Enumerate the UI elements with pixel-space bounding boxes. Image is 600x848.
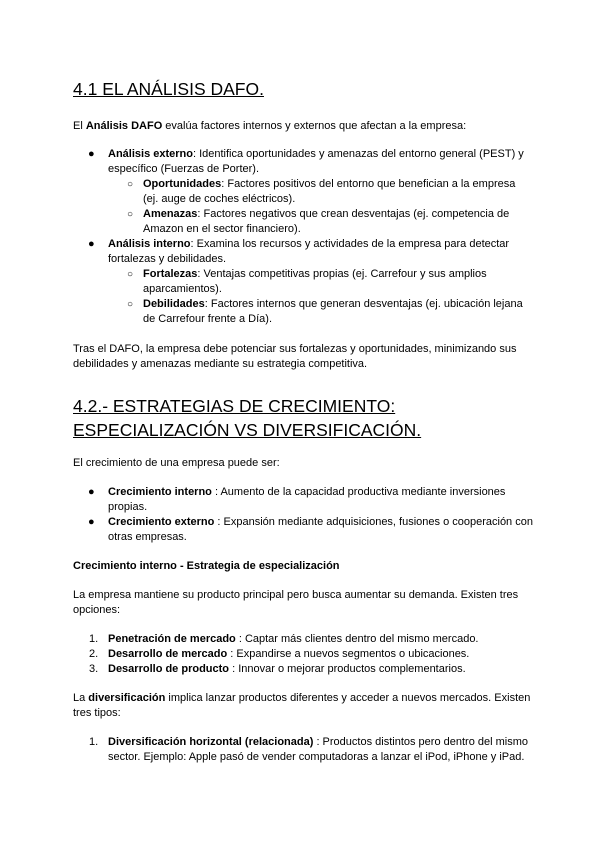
list-item-desarrollo-producto: 3. Desarrollo de producto : Innovar o mejorar productos complementarios. xyxy=(89,663,466,675)
list-item-desarrollo-mercado: 2. Desarrollo de mercado : Expandirse a nuevos segmentos o ubicaciones. xyxy=(89,648,470,660)
list-item-analisis-externo: ● Análisis externo: Identifica oportunidades y amenazas del entorno general (PEST) y específico (Fuerzas de Porter). xyxy=(88,148,524,175)
bullet-icon: ● xyxy=(88,148,95,160)
circle-bullet-icon: ○ xyxy=(127,209,134,220)
growth-intro: El crecimiento de una empresa puede ser: xyxy=(73,457,280,469)
dafo-intro: El Análisis DAFO evalúa factores internos y externos que afectan a la empresa: xyxy=(73,120,467,132)
circle-bullet-icon: ○ xyxy=(127,299,134,310)
section-title-estrategias: 4.2.- ESTRATEGIAS DE CRECIMIENTO: ESPECIALIZACIÓN VS DIVERSIFICACIÓN. xyxy=(73,396,422,440)
list-item-penetracion: 1. Penetración de mercado : Captar más clientes dentro del mismo mercado. xyxy=(89,633,479,645)
list-item-crecimiento-externo: ● Crecimiento externo : Expansión mediante adquisiciones, fusiones o cooperación con otras empresas. xyxy=(88,516,533,543)
subheading-especializacion: Crecimiento interno - Estrategia de especialización xyxy=(73,560,340,572)
bullet-icon: ● xyxy=(88,486,95,498)
list-item-diversificacion-horizontal: 1. Diversificación horizontal (relacionada) : Productos distintos pero dentro del mismo sector. Ejemplo: Apple pasó de vender computadoras a lanzar el iPod, iPhone y iPad. xyxy=(89,736,528,763)
section-title-dafo: 4.1 EL ANÁLISIS DAFO. xyxy=(73,79,264,99)
circle-bullet-icon: ○ xyxy=(127,269,134,280)
growth-list xyxy=(73,485,533,545)
dafo-closing: Tras el DAFO, la empresa debe potenciar sus fortalezas y oportunidades, minimizando sus debilidades y amenazas mediante su estrategia competitiva. xyxy=(73,343,517,370)
list-item-oportunidades: ○ Oportunidades: Factores positivos del entorno que benefician a la empresa (ej. auge de coches eléctricos). xyxy=(127,178,516,205)
especializacion-intro: La empresa mantiene su producto principal pero busca aumentar su demanda. Existen tres opciones: xyxy=(73,589,519,616)
list-item-amenazas: ○ Amenazas: Factores negativos que crean desventajas (ej. competencia de Amazon en el sector financiero). xyxy=(127,208,510,235)
list-item-analisis-interno: ● Análisis interno: Examina los recursos y actividades de la empresa para detectar fortalezas y debilidades. xyxy=(88,238,510,265)
list-item-fortalezas: ○ Fortalezas: Ventajas competitivas propias (ej. Carrefour y sus amplios aparcamientos). xyxy=(127,268,487,295)
circle-bullet-icon: ○ xyxy=(127,179,134,190)
document-content xyxy=(73,78,533,765)
diversificacion-list xyxy=(73,735,533,765)
especializacion-list xyxy=(73,632,533,677)
dafo-list xyxy=(73,147,533,327)
list-item-crecimiento-interno: ● Crecimiento interno : Aumento de la capacidad productiva mediante inversiones propias. xyxy=(88,486,506,513)
diversificacion-intro: La diversificación implica lanzar productos diferentes y acceder a nuevos mercados. Existen tres tipos: xyxy=(73,692,531,719)
bullet-icon: ● xyxy=(88,238,95,250)
bullet-icon: ● xyxy=(88,516,95,528)
list-item-debilidades: ○ Debilidades: Factores internos que generan desventajas (ej. ubicación lejana de Carrefour frente a Día). xyxy=(127,298,523,325)
